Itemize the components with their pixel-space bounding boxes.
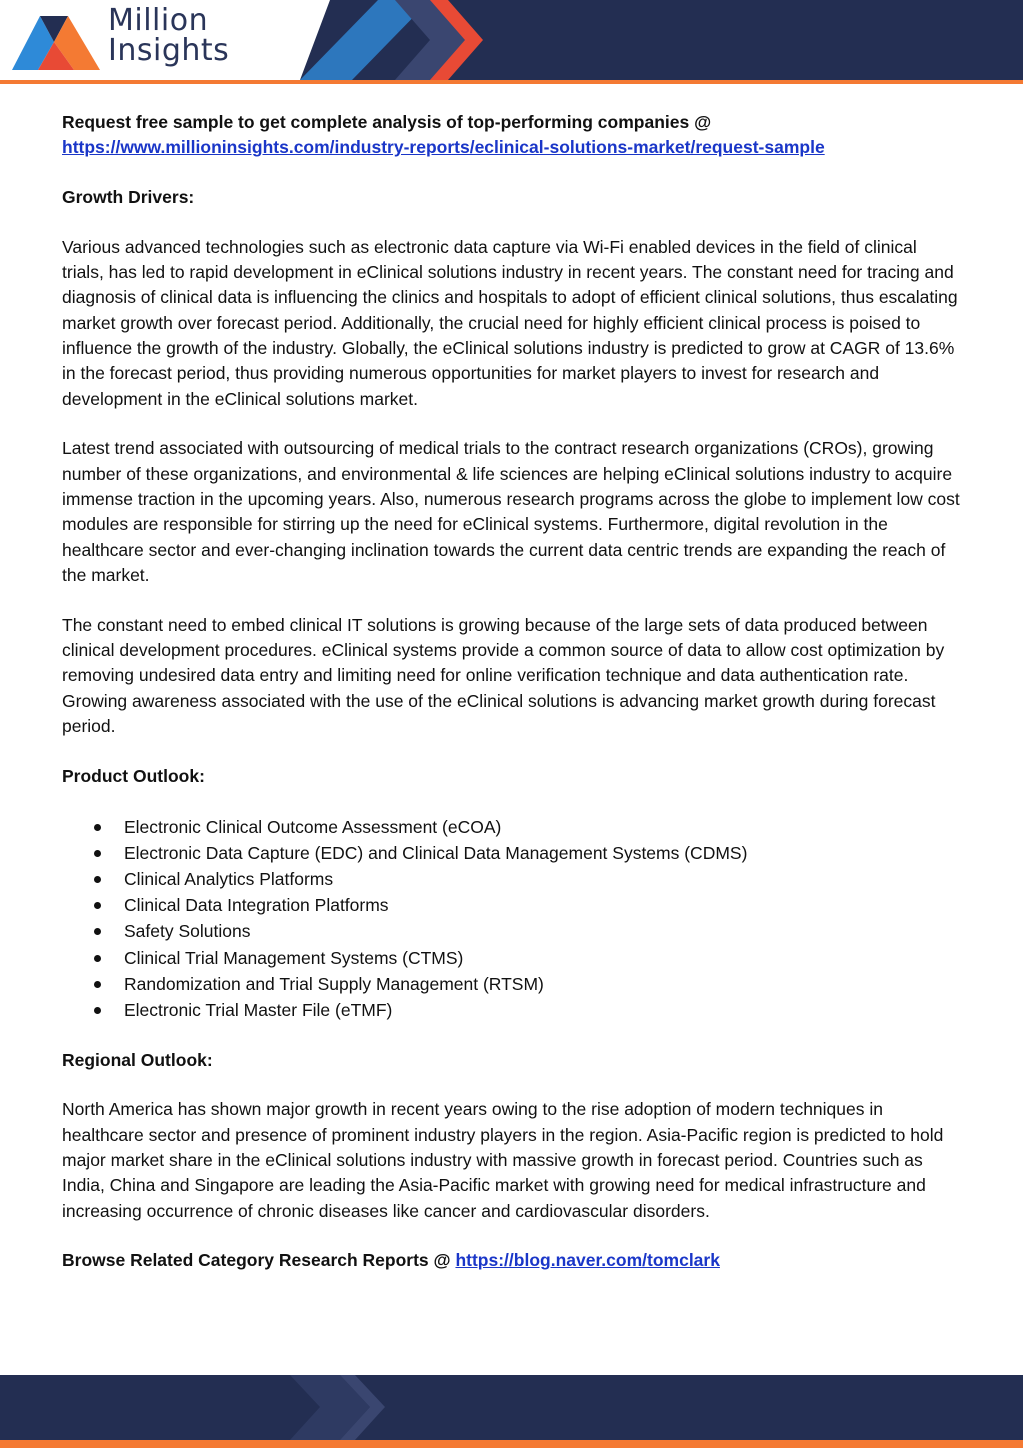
document-body xyxy=(62,110,962,1298)
bullet-icon xyxy=(94,876,101,883)
list-item-label: Clinical Trial Management Systems (CTMS) xyxy=(124,947,464,968)
list-item-label: Randomization and Trial Supply Management (RTSM) xyxy=(124,973,544,994)
product-outlook-heading: Product Outlook: xyxy=(62,765,205,786)
regional-outlook-heading: Regional Outlook: xyxy=(62,1049,213,1070)
bullet-icon xyxy=(94,902,101,909)
page-header xyxy=(0,0,1023,84)
growth-paragraph-2: Latest trend associated with outsourcing of medical trials to the contract research organizations (CROs), growing number of these organizations, and environmental & life sciences are helping eClinical solutions industry to acquire immense traction in the upcoming years. Also, numerous research programs across the globe to implement low cost modules are responsible for stirring up the need for eClinical systems. Furthermore, digital revolution in the healthcare sector and ever-changing inclination towards the current data centric trends are expanding the reach of the market. xyxy=(62,438,960,585)
list-item xyxy=(124,997,962,1023)
browse-related-text: Browse Related Category Research Reports @ xyxy=(62,1250,456,1271)
list-item xyxy=(124,918,962,944)
bullet-icon xyxy=(94,981,101,988)
request-sample-block xyxy=(62,110,962,161)
growth-drivers-heading: Growth Drivers: xyxy=(62,187,195,208)
brand-name xyxy=(108,3,230,68)
bullet-icon xyxy=(94,955,101,962)
browse-related-block xyxy=(62,1248,962,1273)
list-item-label: Clinical Data Integration Platforms xyxy=(124,895,389,916)
list-item-label: Electronic Trial Master File (eTMF) xyxy=(124,999,393,1020)
list-item xyxy=(124,945,962,971)
list-item xyxy=(124,814,962,840)
list-item xyxy=(124,840,962,866)
bullet-icon xyxy=(94,928,101,935)
footer-banner xyxy=(0,1375,1023,1448)
product-list xyxy=(62,814,962,1024)
brand-name-line1: Million xyxy=(108,3,209,38)
growth-paragraph-3: The constant need to embed clinical IT solutions is growing because of the large sets of data produced between clinical development procedures. eClinical systems provide a common source of data to allow cost optimization by removing undesired data entry and limiting need for online verification technique and data authentication rate. Growing awareness associated with the use of the eClinical solutions is advancing market growth during forecast period. xyxy=(62,614,945,736)
list-item xyxy=(124,892,962,918)
bullet-icon xyxy=(94,1007,101,1014)
brand-name-line2: Insights xyxy=(108,33,230,68)
request-sample-text: Request free sample to get complete analysis of top-performing companies @ xyxy=(62,112,712,132)
growth-paragraph-1: Various advanced technologies such as electronic data capture via Wi-Fi enabled devices in the field of clinical trials, has led to rapid development in eClinical solutions industry in recent years. The constant need for tracing and diagnosis of clinical data is influencing the clinics and hospitals to adopt of efficient clinical solutions, thus escalating market growth over forecast period. Additionally, the crucial need for highly efficient clinical process is poised to influence the growth of the industry. Globally, the eClinical solutions industry is predicted to grow at CAGR of 13.6% in the forecast period, thus providing numerous opportunities for market players to invest for research and development in the eClinical solutions market. xyxy=(62,236,958,409)
bullet-icon xyxy=(94,850,101,857)
browse-related-link[interactable]: https://blog.naver.com/tomclark xyxy=(455,1250,720,1271)
brand-logo-icon xyxy=(8,6,108,76)
request-sample-link[interactable]: https://www.millioninsights.com/industry-reports/eclinical-solutions-market/request-sample xyxy=(62,137,825,158)
bullet-icon xyxy=(94,824,101,831)
page-footer xyxy=(0,1375,1023,1448)
list-item-label: Safety Solutions xyxy=(124,921,251,942)
list-item-label: Electronic Data Capture (EDC) and Clinical Data Management Systems (CDMS) xyxy=(124,842,748,863)
list-item-label: Clinical Analytics Platforms xyxy=(124,868,334,889)
list-item-label: Electronic Clinical Outcome Assessment (eCOA) xyxy=(124,816,502,837)
regional-paragraph: North America has shown major growth in recent years owing to the rise adoption of modern techniques in healthcare sector and presence of prominent industry players in the region. Asia-Pacific region is predicted to hold major market share in the eClinical solutions industry with massive growth in forecast period. Countries such as India, China and Singapore are leading the Asia-Pacific market with growing need for medical infrastructure and increasing occurrence of chronic diseases like cancer and cardiovascular disorders. xyxy=(62,1099,944,1221)
list-item xyxy=(124,971,962,997)
list-item xyxy=(124,866,962,892)
